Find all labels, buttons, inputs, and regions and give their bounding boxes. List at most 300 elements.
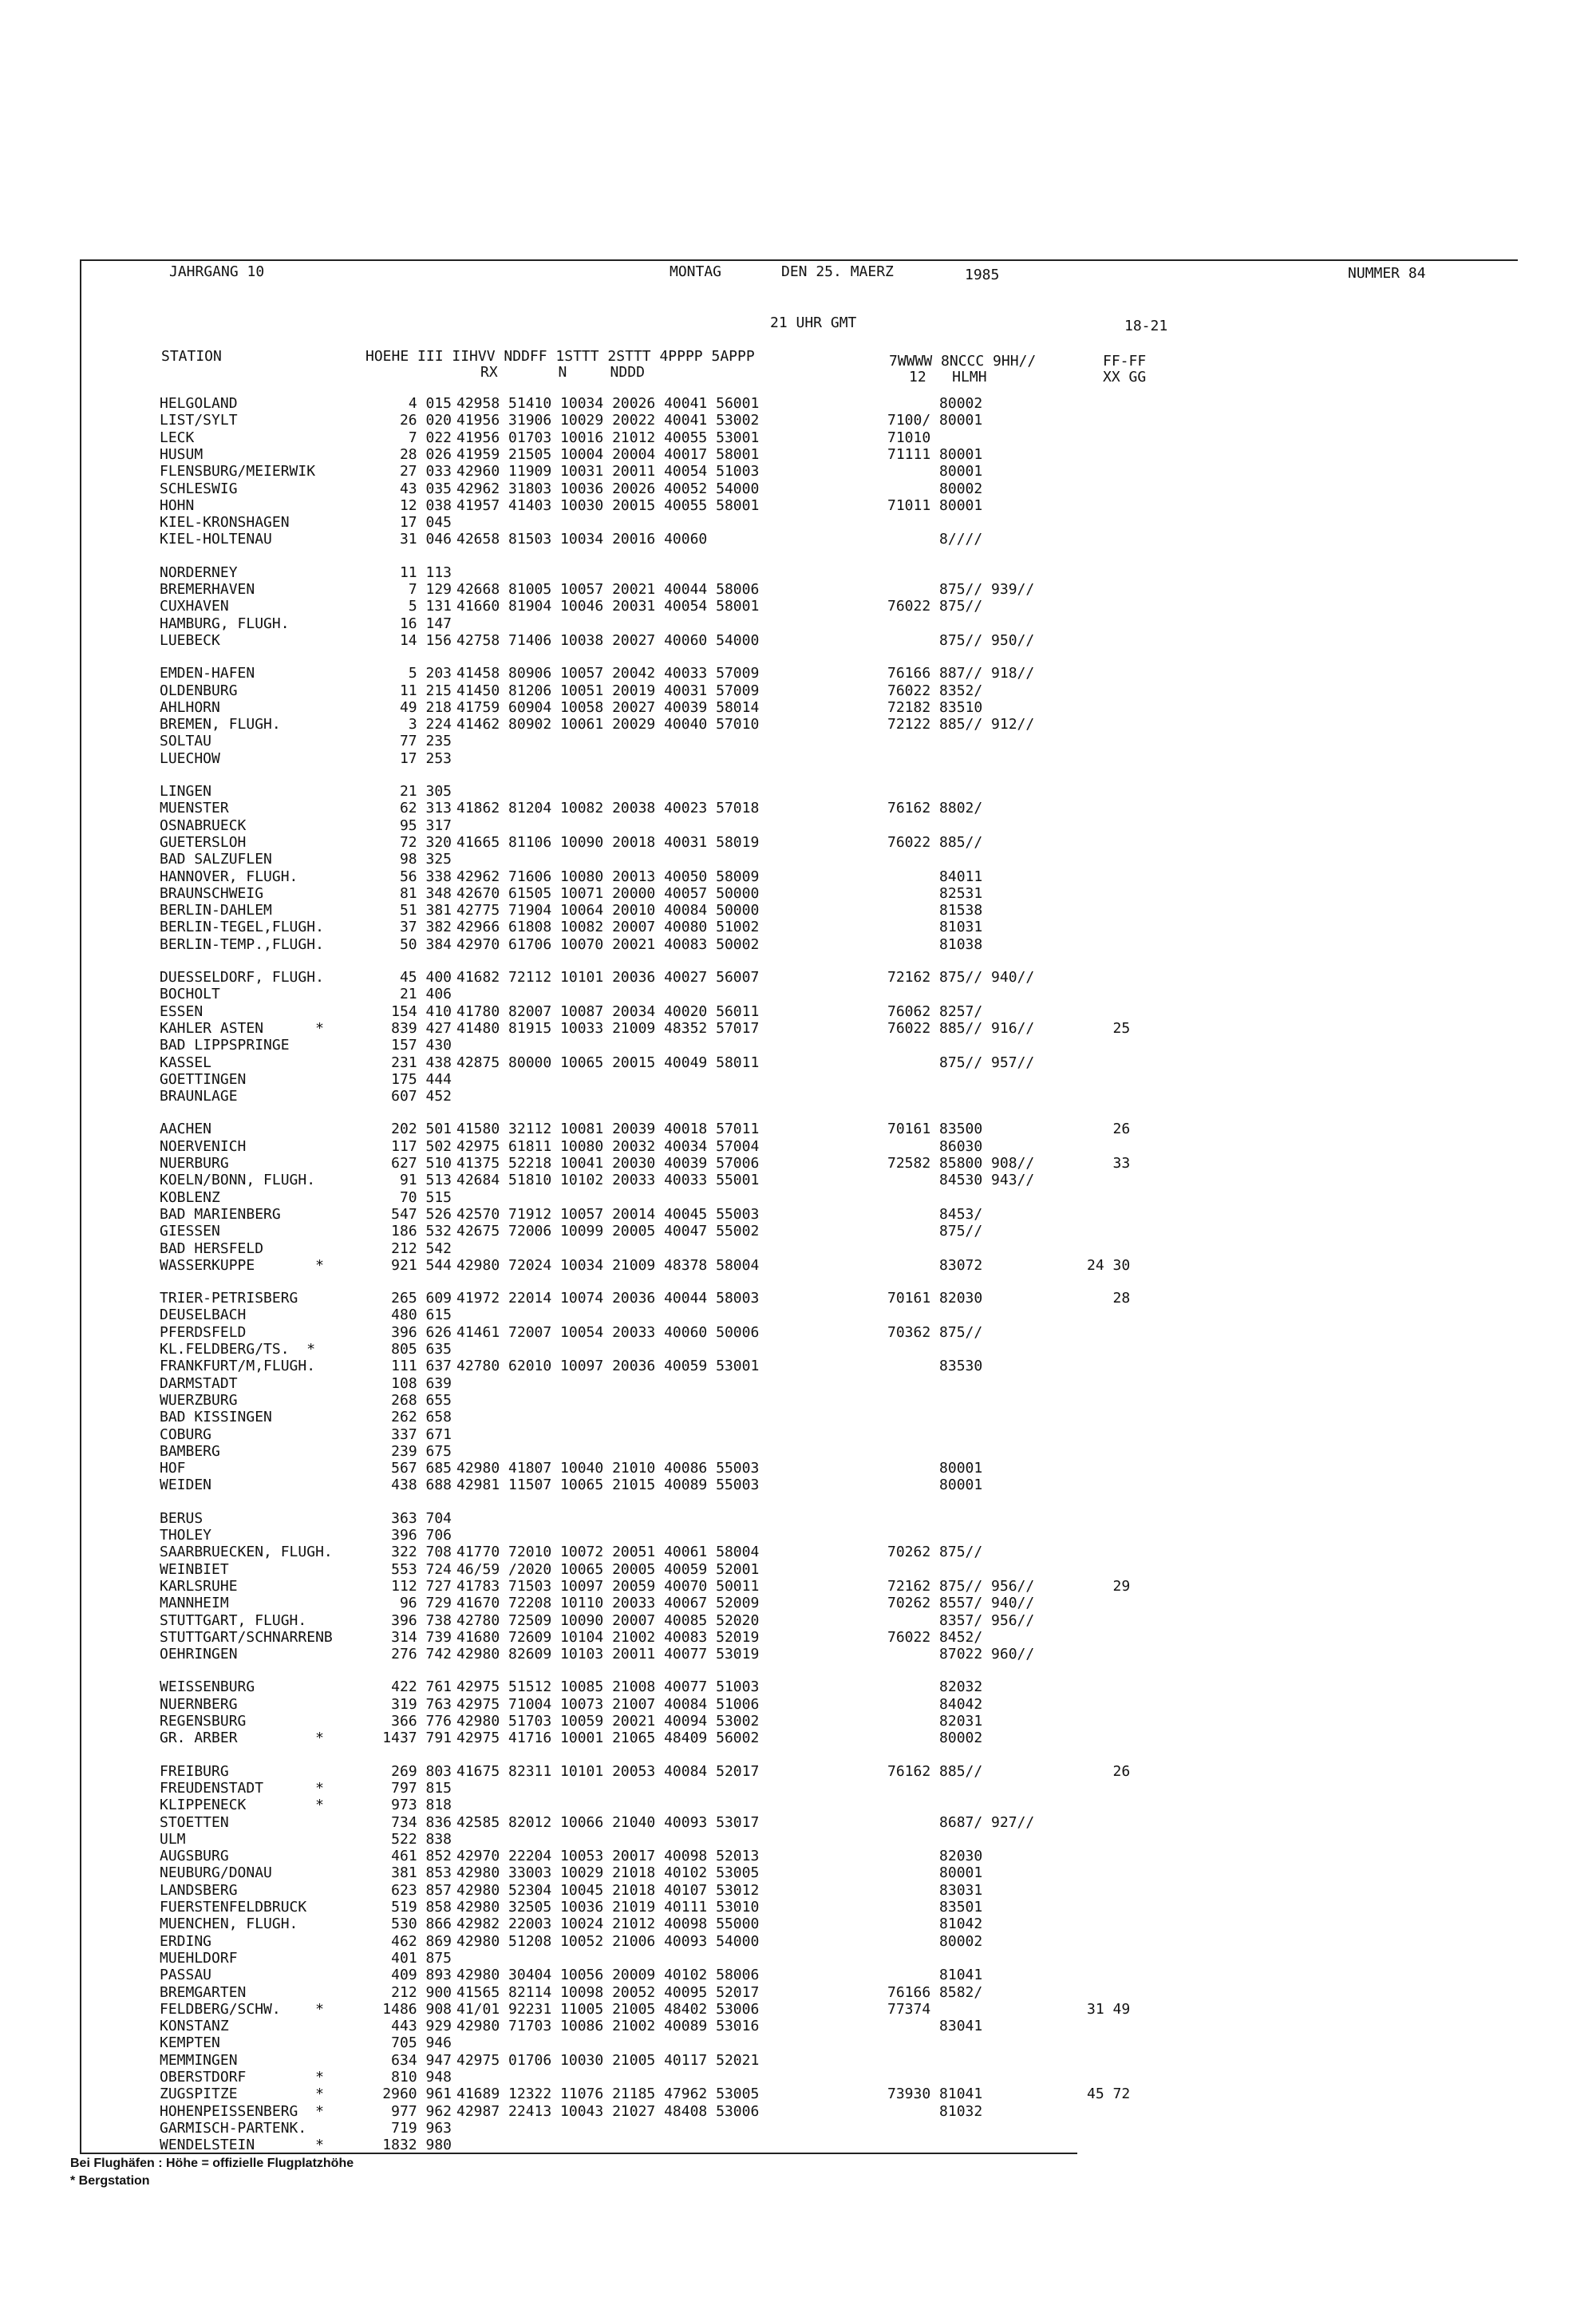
gust-header: FF-FF xyxy=(1103,353,1147,370)
station-altitude-id: 805 635 xyxy=(391,1341,452,1358)
gust-values: 45 72 xyxy=(1087,2086,1131,2103)
synop-groups: 41680 72609 10104 21002 40083 52019 xyxy=(456,1628,760,1646)
station-altitude-id: 56 338 xyxy=(399,868,452,885)
table-row xyxy=(81,1831,1518,1848)
station-altitude-id: 634 947 xyxy=(391,2051,452,2069)
station-name: FUERSTENFELDBRUCK xyxy=(160,1899,307,1916)
cloud-weather-groups: 76022 885// xyxy=(887,833,983,851)
table-row xyxy=(81,1797,1518,1813)
station-name: SCHLESWIG xyxy=(160,480,238,497)
station-altitude-id: 81 348 xyxy=(399,884,452,902)
cloud-weather-groups: 72582 85800 908// xyxy=(887,1155,1035,1172)
synop-groups: 42780 62010 10097 20036 40059 53001 xyxy=(456,1358,760,1375)
synop-groups: 42780 72509 10090 20007 40085 52020 xyxy=(456,1611,760,1629)
station-name: HOHN xyxy=(160,496,195,514)
station-name: SOLTAU xyxy=(160,733,212,750)
synop-groups: 41461 72007 10054 20033 40060 50006 xyxy=(456,1323,760,1341)
station-altitude-id: 797 815 xyxy=(391,1779,452,1797)
table-row xyxy=(81,1341,1518,1358)
gust-values: 31 49 xyxy=(1087,2000,1131,2018)
code-columns-2-subheader: 12 HLMH xyxy=(909,369,987,385)
cloud-weather-groups: 80001 xyxy=(887,1460,983,1477)
station-altitude-id: 363 704 xyxy=(391,1509,452,1527)
table-row xyxy=(81,2052,1518,2069)
cloud-weather-groups: 83501 xyxy=(887,1899,983,1916)
table-row xyxy=(81,1612,1518,1629)
station-name: AUGSBURG xyxy=(160,1848,229,1865)
station-name: STUTTGART, FLUGH. xyxy=(160,1611,307,1629)
station-name: MUENSTER xyxy=(160,800,229,817)
table-row xyxy=(81,1307,1518,1323)
synop-groups: 42980 32505 10036 21019 40111 53010 xyxy=(456,1899,760,1916)
synop-groups: 42675 72006 10099 20005 40047 55002 xyxy=(456,1223,760,1240)
station-name: BERLIN-TEMP.,FLUGH. xyxy=(160,935,324,953)
table-row xyxy=(81,1257,1518,1274)
cloud-weather-groups: 82031 xyxy=(887,1713,983,1730)
date: DEN 25. MAERZ xyxy=(781,263,894,280)
station-name: NUERBURG xyxy=(160,1155,229,1172)
station-name: ULM xyxy=(160,1830,186,1848)
station-name: DEUSELBACH xyxy=(160,1307,247,1324)
station-altitude-id: 627 510 xyxy=(391,1155,452,1172)
station-altitude-id: 16 147 xyxy=(399,615,452,632)
station-name: KASSEL xyxy=(160,1054,212,1071)
station-altitude-id: 49 218 xyxy=(399,698,452,716)
cloud-weather-groups: 84042 xyxy=(887,1695,983,1713)
table-row xyxy=(81,1713,1518,1730)
cloud-weather-groups: 72122 885// 912// xyxy=(887,716,1035,733)
station-name: HAMBURG, FLUGH. xyxy=(160,615,290,632)
station-name: WEINBIET xyxy=(160,1560,229,1578)
synop-groups: 41450 81206 10051 20019 40031 57009 xyxy=(456,682,760,699)
station-altitude-id: 314 739 xyxy=(391,1628,452,1646)
table-row xyxy=(81,1950,1518,1967)
synop-groups: 41660 81904 10046 20031 40054 58001 xyxy=(456,598,760,615)
station-name: LIST/SYLT xyxy=(160,412,238,429)
station-name: BERLIN-DAHLEM xyxy=(160,902,272,919)
cloud-weather-groups: 83072 xyxy=(887,1256,983,1274)
table-row xyxy=(81,1460,1518,1477)
station-name: GR. ARBER * xyxy=(160,1730,324,1747)
table-row xyxy=(81,1967,1518,1983)
synop-groups: 42975 71004 10073 21007 40084 51006 xyxy=(456,1695,760,1713)
table-row xyxy=(81,1426,1518,1443)
gust-values: 33 xyxy=(1087,1155,1131,1172)
station-name: WUERZBURG xyxy=(160,1391,238,1409)
station-name: KOELN/BONN, FLUGH. xyxy=(160,1172,316,1189)
table-row xyxy=(81,632,1518,649)
synop-groups: 41/01 92231 11005 21005 48402 53006 xyxy=(456,2000,760,2018)
cloud-weather-groups: 80002 xyxy=(887,480,983,497)
cloud-weather-groups: 82032 xyxy=(887,1678,983,1696)
station-name: BAD MARIENBERG xyxy=(160,1205,281,1223)
station-altitude-id: 98 325 xyxy=(399,851,452,868)
station-altitude-id: 72 320 xyxy=(399,833,452,851)
station-name: BRAUNLAGE xyxy=(160,1088,238,1105)
cloud-weather-groups: 72182 83510 xyxy=(887,698,983,716)
cloud-weather-groups: 80002 xyxy=(887,1730,983,1747)
station-name: BAD SALZUFLEN xyxy=(160,851,272,868)
station-name: BERLIN-TEGEL,FLUGH. xyxy=(160,919,324,936)
station-altitude-id: 11 215 xyxy=(399,682,452,699)
synop-groups: 46/59 /2020 10065 20005 40059 52001 xyxy=(456,1560,760,1578)
table-row xyxy=(81,1696,1518,1713)
station-altitude-id: 239 675 xyxy=(391,1442,452,1460)
cloud-weather-groups: 8//// xyxy=(887,531,983,548)
synop-groups: 41770 72010 10072 20051 40061 58004 xyxy=(456,1544,760,1561)
table-row xyxy=(81,1189,1518,1206)
station-altitude-id: 921 544 xyxy=(391,1256,452,1274)
cloud-weather-groups: 76166 8582/ xyxy=(887,1983,983,2001)
cloud-weather-groups: 80001 xyxy=(887,1477,983,1494)
station-altitude-id: 27 033 xyxy=(399,463,452,480)
station-altitude-id: 607 452 xyxy=(391,1088,452,1105)
cloud-weather-groups: 875// 957// xyxy=(887,1054,1035,1071)
synop-groups: 42982 22003 10024 21012 40098 55000 xyxy=(456,1916,760,1933)
station-name: KEMPTEN xyxy=(160,2034,220,2052)
station-name: FLENSBURG/MEIERWIK xyxy=(160,463,316,480)
cloud-weather-groups: 81032 xyxy=(887,2102,983,2120)
table-row xyxy=(81,1899,1518,1916)
station-altitude-id: 108 639 xyxy=(391,1374,452,1392)
station-altitude-id: 396 626 xyxy=(391,1323,452,1341)
station-altitude-id: 31 046 xyxy=(399,531,452,548)
station-altitude-id: 480 615 xyxy=(391,1307,452,1324)
cloud-weather-groups: 83530 xyxy=(887,1358,983,1375)
cloud-weather-groups: 81538 xyxy=(887,902,983,919)
station-name: MUENCHEN, FLUGH. xyxy=(160,1916,298,1933)
station-name: BAD KISSINGEN xyxy=(160,1409,272,1426)
synop-groups: 41956 01703 10016 21012 40055 53001 xyxy=(456,429,760,446)
station-name: KONSTANZ xyxy=(160,2018,229,2035)
station-altitude-id: 276 742 xyxy=(391,1646,452,1663)
table-row xyxy=(81,2086,1518,2102)
station-altitude-id: 396 706 xyxy=(391,1527,452,1544)
station-altitude-id: 719 963 xyxy=(391,2119,452,2137)
station-altitude-id: 734 836 xyxy=(391,1813,452,1831)
station-name: BAD HERSFELD xyxy=(160,1239,264,1257)
table-row xyxy=(81,1324,1518,1341)
station-name: KLIPPENECK * xyxy=(160,1797,324,1814)
station-name: REGENSBURG xyxy=(160,1713,247,1730)
cloud-weather-groups: 70262 875// xyxy=(887,1544,983,1561)
table-row xyxy=(81,1071,1518,1088)
footer-rule xyxy=(80,2153,1077,2154)
station-name: MEMMINGEN xyxy=(160,2051,238,2069)
table-row xyxy=(81,1155,1518,1172)
cloud-weather-groups: 71011 80001 xyxy=(887,496,983,514)
synop-groups: 41665 81106 10090 20018 40031 58019 xyxy=(456,833,760,851)
station-altitude-id: 553 724 xyxy=(391,1560,452,1578)
table-row xyxy=(81,699,1518,716)
station-altitude-id: 154 410 xyxy=(391,1002,452,1020)
station-name: FRANKFURT/M,FLUGH. xyxy=(160,1358,316,1375)
table-row xyxy=(81,834,1518,851)
year: 1985 xyxy=(965,267,1000,283)
station-altitude-id: 111 637 xyxy=(391,1358,452,1375)
footnote-mountain: * Bergstation xyxy=(70,2174,150,2188)
cloud-weather-groups: 875// 950// xyxy=(887,631,1035,649)
station-name: KIEL-HOLTENAU xyxy=(160,531,272,548)
station-altitude-id: 530 866 xyxy=(391,1916,452,1933)
station-name: SAARBRUECKEN, FLUGH. xyxy=(160,1544,333,1561)
station-name: ZUGSPITZE * xyxy=(160,2086,324,2103)
synop-groups: 41972 22014 10074 20036 40044 58003 xyxy=(456,1290,760,1307)
synop-groups: 41458 80906 10057 20042 40033 57009 xyxy=(456,665,760,682)
station-name: PASSAU xyxy=(160,1967,212,1984)
synop-groups: 41480 81915 10033 21009 48352 57017 xyxy=(456,1019,760,1037)
table-row xyxy=(81,581,1518,598)
table-row xyxy=(81,1054,1518,1071)
cloud-weather-groups: 73930 81041 xyxy=(887,2086,983,2103)
station-name: BREMEN, FLUGH. xyxy=(160,716,281,733)
station-name: WEIDEN xyxy=(160,1477,212,1494)
station-name: BAMBERG xyxy=(160,1442,220,1460)
station-name: NORDERNEY xyxy=(160,563,238,581)
station-altitude-id: 422 761 xyxy=(391,1678,452,1696)
station-altitude-id: 11 113 xyxy=(399,563,452,581)
table-row xyxy=(81,1223,1518,1239)
synop-groups: 42966 61808 10082 20007 40080 51002 xyxy=(456,919,760,936)
cloud-weather-groups: 83041 xyxy=(887,2018,983,2035)
cloud-weather-groups: 82030 xyxy=(887,1848,983,1865)
station-name: GARMISCH-PARTENK. xyxy=(160,2119,307,2137)
station-altitude-id: 462 869 xyxy=(391,1932,452,1950)
station-name: AHLHORN xyxy=(160,698,220,716)
cloud-weather-groups: 71111 80001 xyxy=(887,445,983,463)
table-row xyxy=(81,1409,1518,1425)
footnote-airports: Bei Flughäfen : Höhe = offizielle Flugplatzhöhe xyxy=(70,2157,354,2170)
station-altitude-id: 212 900 xyxy=(391,1983,452,2001)
cloud-weather-groups: 76022 875// xyxy=(887,598,983,615)
station-name: MANNHEIM xyxy=(160,1595,229,1612)
synop-groups: 41375 52218 10041 20030 40039 57006 xyxy=(456,1155,760,1172)
synop-groups: 42758 71406 10038 20027 40060 54000 xyxy=(456,631,760,649)
station-name: HELGOLAND xyxy=(160,395,238,412)
table-row xyxy=(81,665,1518,682)
table-row xyxy=(81,1240,1518,1257)
station-altitude-id: 5 203 xyxy=(408,665,452,682)
station-altitude-id: 96 729 xyxy=(399,1595,452,1612)
table-row xyxy=(81,1544,1518,1560)
station-altitude-id: 381 853 xyxy=(391,1864,452,1882)
table-row xyxy=(81,986,1518,1002)
table-row xyxy=(81,1138,1518,1155)
cloud-weather-groups: 76022 885// 916// xyxy=(887,1019,1035,1037)
station-name: ERDING xyxy=(160,1932,212,1950)
synop-groups: 42958 51410 10034 20026 40041 56001 xyxy=(456,395,760,412)
table-row xyxy=(81,1916,1518,1932)
station-altitude-id: 268 655 xyxy=(391,1391,452,1409)
station-altitude-id: 37 382 xyxy=(399,919,452,936)
table-row xyxy=(81,1206,1518,1223)
table-row xyxy=(81,1088,1518,1105)
table-row xyxy=(81,1848,1518,1864)
synop-groups: 42980 72024 10034 21009 48378 58004 xyxy=(456,1256,760,1274)
cloud-weather-groups: 76022 8352/ xyxy=(887,682,983,699)
station-name: DARMSTADT xyxy=(160,1374,238,1392)
station-altitude-id: 409 893 xyxy=(391,1967,452,1984)
table-row xyxy=(81,1477,1518,1493)
station-altitude-id: 28 026 xyxy=(399,445,452,463)
station-name: HANNOVER, FLUGH. xyxy=(160,868,298,885)
station-altitude-id: 14 156 xyxy=(399,631,452,649)
cloud-weather-groups: 8453/ xyxy=(887,1205,983,1223)
table-row xyxy=(81,733,1518,749)
cloud-weather-groups: 8687/ 927// xyxy=(887,1813,1035,1831)
table-row xyxy=(81,1646,1518,1663)
station-altitude-id: 157 430 xyxy=(391,1037,452,1054)
cloud-weather-groups: 76022 8452/ xyxy=(887,1628,983,1646)
synop-groups: 42975 41716 10001 21065 48409 56002 xyxy=(456,1730,760,1747)
station-altitude-id: 623 857 xyxy=(391,1881,452,1899)
station-altitude-id: 977 962 xyxy=(391,2102,452,2120)
station-name: HUSUM xyxy=(160,445,203,463)
station-altitude-id: 401 875 xyxy=(391,1949,452,1967)
table-row xyxy=(81,1020,1518,1037)
synop-groups: 42668 81005 10057 20021 40044 58006 xyxy=(456,581,760,598)
synop-groups: 42960 11909 10031 20011 40054 51003 xyxy=(456,463,760,480)
table-row xyxy=(81,395,1518,412)
table-row xyxy=(81,1510,1518,1527)
station-altitude-id: 70 515 xyxy=(399,1188,452,1206)
station-name: LUECHOW xyxy=(160,749,220,767)
gust-values: 25 xyxy=(1087,1019,1131,1037)
station-altitude-id: 17 253 xyxy=(399,749,452,767)
station-altitude-id: 461 852 xyxy=(391,1848,452,1865)
table-row xyxy=(81,564,1518,581)
weekday: MONTAG xyxy=(670,263,722,280)
station-altitude-id: 973 818 xyxy=(391,1797,452,1814)
station-name: STOETTEN xyxy=(160,1813,229,1831)
station-altitude-id: 7 022 xyxy=(408,429,452,446)
gust-values: 26 xyxy=(1087,1762,1131,1780)
station-altitude-id: 21 406 xyxy=(399,986,452,1003)
cloud-weather-groups: 72162 875// 956// xyxy=(887,1577,1035,1595)
table-row xyxy=(81,480,1518,497)
cloud-weather-groups: 80002 xyxy=(887,1932,983,1950)
table-row xyxy=(81,1814,1518,1831)
station-name: OLDENBURG xyxy=(160,682,238,699)
station-altitude-id: 45 400 xyxy=(399,969,452,986)
table-row xyxy=(81,1933,1518,1950)
station-altitude-id: 322 708 xyxy=(391,1544,452,1561)
station-name: FREUDENSTADT * xyxy=(160,1779,324,1797)
station-altitude-id: 4 015 xyxy=(408,395,452,412)
table-row xyxy=(81,429,1518,446)
cloud-weather-groups: 80001 xyxy=(887,463,983,480)
station-altitude-id: 443 929 xyxy=(391,2018,452,2035)
table-row xyxy=(81,463,1518,480)
station-name: HOF xyxy=(160,1460,186,1477)
station-altitude-id: 810 948 xyxy=(391,2069,452,2086)
station-altitude-id: 12 038 xyxy=(399,496,452,514)
synop-groups: 41780 82007 10087 20034 40020 56011 xyxy=(456,1002,760,1020)
table-row xyxy=(81,2103,1518,2120)
station-name: BRAUNSCHWEIG xyxy=(160,884,264,902)
cloud-weather-groups: 70362 875// xyxy=(887,1323,983,1341)
synop-groups: 42658 81503 10034 20016 40060 xyxy=(456,531,708,548)
station-altitude-id: 51 381 xyxy=(399,902,452,919)
synop-groups: 41783 71503 10097 20059 40070 50011 xyxy=(456,1577,760,1595)
time-range: 18-21 xyxy=(1124,318,1168,334)
cloud-weather-groups: 8357/ 956// xyxy=(887,1611,1035,1629)
cloud-weather-groups: 81041 xyxy=(887,1967,983,1984)
station-name: COBURG xyxy=(160,1425,212,1443)
cloud-weather-groups: 81031 xyxy=(887,919,983,936)
table-row xyxy=(81,936,1518,953)
synop-groups: 42970 61706 10070 20021 40083 50002 xyxy=(456,935,760,953)
station-altitude-id: 95 317 xyxy=(399,816,452,834)
station-altitude-id: 62 313 xyxy=(399,800,452,817)
station-name: OEHRINGEN xyxy=(160,1646,238,1663)
station-name: LINGEN xyxy=(160,783,212,800)
jahrgang: JAHRGANG 10 xyxy=(169,263,265,280)
station-name: GUETERSLOH xyxy=(160,833,247,851)
cloud-weather-groups: 875// 939// xyxy=(887,581,1035,598)
station-altitude-id: 547 526 xyxy=(391,1205,452,1223)
synop-groups: 42980 82609 10103 20011 40077 53019 xyxy=(456,1646,760,1663)
cloud-weather-groups: 72162 875// 940// xyxy=(887,969,1035,986)
table-row xyxy=(81,1595,1518,1611)
station-altitude-id: 269 803 xyxy=(391,1762,452,1780)
synop-groups: 42875 80000 10065 20015 40049 58011 xyxy=(456,1054,760,1071)
station-name: LUEBECK xyxy=(160,631,220,649)
station-name: TRIER-PETRISBERG xyxy=(160,1290,298,1307)
station-name: EMDEN-HAFEN xyxy=(160,665,255,682)
synop-groups: 41862 81204 10082 20038 40023 57018 xyxy=(456,800,760,817)
station-name: GIESSEN xyxy=(160,1223,220,1240)
table-row xyxy=(81,1392,1518,1409)
table-row xyxy=(81,1730,1518,1746)
table-row xyxy=(81,1629,1518,1646)
station-altitude-id: 438 688 xyxy=(391,1477,452,1494)
table-row xyxy=(81,817,1518,834)
synop-groups: 41670 72208 10110 20033 40067 52009 xyxy=(456,1595,760,1612)
synop-groups: 41759 60904 10058 20027 40039 58014 xyxy=(456,698,760,716)
station-name: GOETTINGEN xyxy=(160,1070,247,1088)
station-altitude-id: 212 542 xyxy=(391,1239,452,1257)
observation-time: 21 UHR GMT xyxy=(770,314,857,331)
cloud-weather-groups: 80002 xyxy=(887,395,983,412)
table-row xyxy=(81,682,1518,699)
code-columns-header: HOEHE III IIHVV NDDFF 1STTT 2STTT 4PPPP 5APPP xyxy=(365,348,755,365)
cloud-weather-groups: 77374 xyxy=(887,2000,931,2018)
synop-groups: 42975 61811 10080 20032 40034 57004 xyxy=(456,1137,760,1155)
table-row xyxy=(81,2018,1518,2034)
station-name: WENDELSTEIN * xyxy=(160,2137,324,2154)
table-row xyxy=(81,1763,1518,1780)
table-row xyxy=(81,969,1518,986)
station-name: WEISSENBURG xyxy=(160,1678,255,1696)
station-name: BERUS xyxy=(160,1509,203,1527)
cloud-weather-groups: 76062 8257/ xyxy=(887,1002,983,1020)
station-name: BREMGARTEN xyxy=(160,1983,247,2001)
synop-groups: 42670 61505 10071 20000 40057 50000 xyxy=(456,884,760,902)
table-row xyxy=(81,1678,1518,1695)
station-name: ESSEN xyxy=(160,1002,203,1020)
station-name: KL.FELDBERG/TS. * xyxy=(160,1341,316,1358)
station-name: PFERDSFELD xyxy=(160,1323,247,1341)
table-row xyxy=(81,2034,1518,2051)
station-altitude-id: 175 444 xyxy=(391,1070,452,1088)
station-altitude-id: 1437 791 xyxy=(382,1730,452,1747)
station-altitude-id: 186 532 xyxy=(391,1223,452,1240)
table-row xyxy=(81,1527,1518,1544)
synop-groups: 41580 32112 10081 20039 40018 57011 xyxy=(456,1121,760,1138)
station-name: KOBLENZ xyxy=(160,1188,220,1206)
table-row xyxy=(81,1003,1518,1020)
